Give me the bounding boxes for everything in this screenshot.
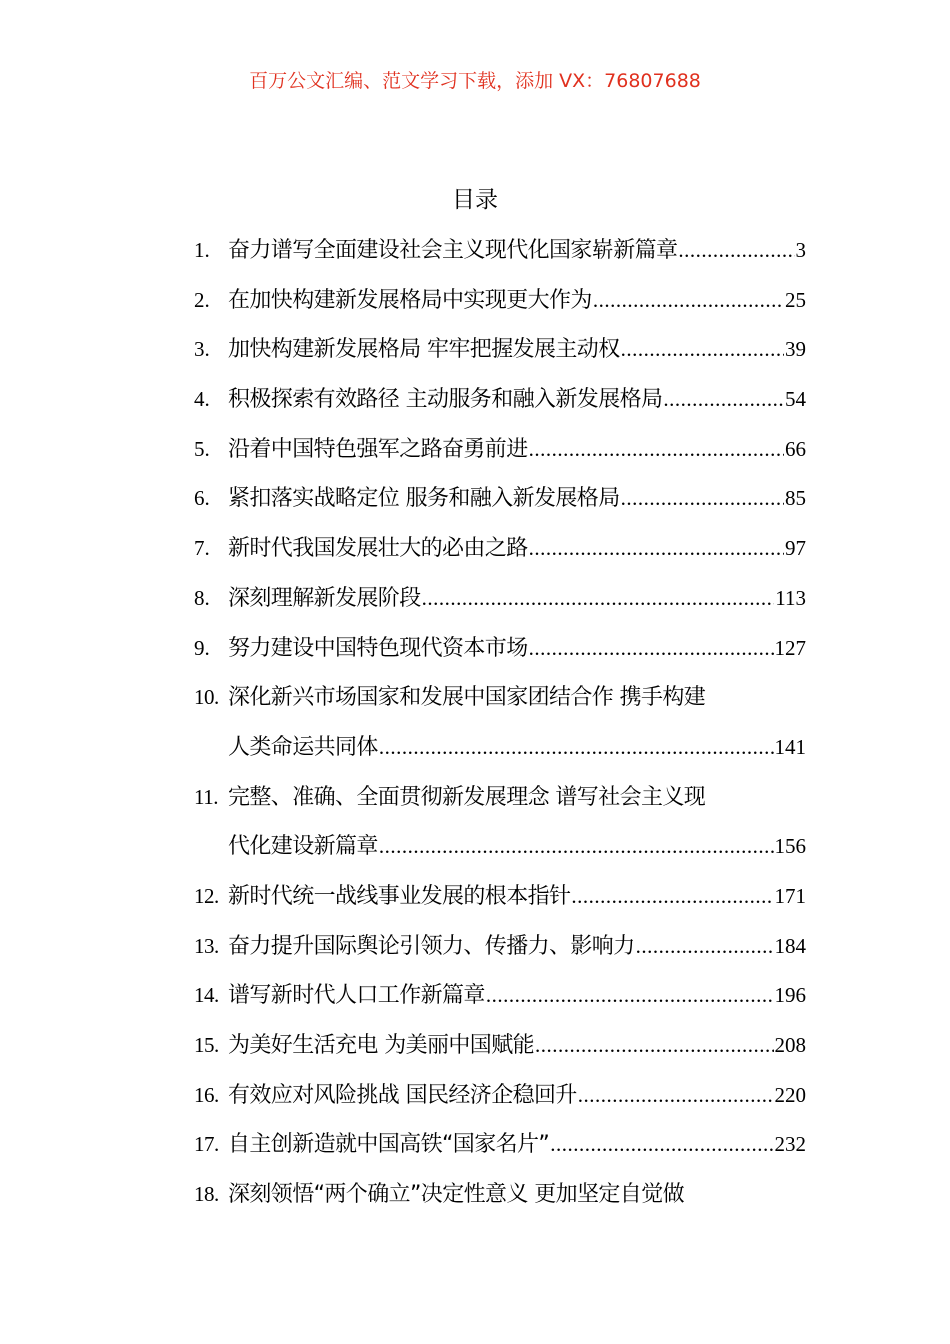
toc-entry-number: 3. xyxy=(194,337,210,362)
toc-entry-number: 18. xyxy=(194,1182,219,1207)
toc-entry-title: 努力建设中国特色现代资本市场 xyxy=(228,635,528,661)
toc-entry-page: 25 xyxy=(785,287,806,312)
toc-entry-number: 10. xyxy=(194,685,219,710)
dot-leader xyxy=(636,922,774,972)
toc-entry-title: 紧扣落实战略定位 服务和融入新发展格局 xyxy=(228,486,620,512)
toc-entry-7[interactable] xyxy=(194,524,806,574)
toc-entry-title: 奋力提升国际舆论引领力、传播力、影响力 xyxy=(228,933,635,959)
toc-entry-title: 新时代我国发展壮大的必由之路 xyxy=(228,536,528,562)
toc-entry-page: 232 xyxy=(774,1132,806,1157)
page-title: 目录 xyxy=(452,187,498,213)
toc-entry-number: 11. xyxy=(194,784,218,809)
toc-entry-number: 5. xyxy=(194,436,210,461)
toc-entry-16[interactable] xyxy=(194,1071,806,1121)
toc-entry-2[interactable] xyxy=(194,276,806,326)
toc-entry-page: 97 xyxy=(785,536,806,561)
toc-entry-title: 深刻领悟“两个确立”决定性意义 更加坚定自觉做 xyxy=(228,1182,684,1208)
toc-entry-number: 4. xyxy=(194,387,210,412)
toc-entry-title: 奋力谱写全面建设社会主义现代化国家崭新篇章 xyxy=(228,238,678,263)
toc-entry-11-continuation[interactable] xyxy=(194,822,806,872)
toc-entry-title: 有效应对风险挑战 国民经济企稳回升 xyxy=(228,1082,577,1108)
toc-entry-title: 为美好生活充电 为美丽中国赋能 xyxy=(228,1033,534,1058)
watermark-header: 百万公文汇编、范文学习下载，添加 VX：76807688 xyxy=(249,70,701,92)
toc-entry-title: 谱写新时代人口工作新篇章 xyxy=(228,983,485,1009)
toc-entry-title: 自主创新造就中国高铁“国家名片” xyxy=(228,1132,550,1158)
dot-leader xyxy=(621,325,784,375)
toc-entry-page: 171 xyxy=(774,883,806,908)
toc-entry-number: 1. xyxy=(194,238,210,262)
toc-entry-page: 54 xyxy=(785,387,806,412)
toc-entry-title: 深化新兴市场国家和发展中国家团结合作 携手构建 xyxy=(228,685,706,711)
dot-leader xyxy=(535,1021,774,1071)
dot-leader xyxy=(593,276,784,326)
toc-entry-10-continuation[interactable] xyxy=(194,723,806,773)
toc-entry-number: 15. xyxy=(194,1033,219,1057)
toc-entry-number: 12. xyxy=(194,883,219,908)
toc-entry-number: 16. xyxy=(194,1082,219,1107)
dot-leader xyxy=(678,226,794,276)
toc-entry-1[interactable] xyxy=(194,226,806,276)
table-of-contents xyxy=(194,226,806,1220)
toc-entry-page: 196 xyxy=(774,983,806,1008)
toc-entry-6[interactable] xyxy=(194,474,806,524)
toc-entry-number: 14. xyxy=(194,983,219,1008)
toc-entry-10[interactable] xyxy=(194,673,806,723)
toc-entry-page: 66 xyxy=(785,436,806,461)
toc-entry-page: 208 xyxy=(774,1033,806,1057)
dot-leader xyxy=(663,375,784,425)
toc-entry-number: 13. xyxy=(194,933,219,958)
toc-entry-page: 220 xyxy=(774,1082,806,1107)
toc-entry-title: 深刻理解新发展阶段 xyxy=(228,585,421,611)
toc-entry-title-continued: 人类命运共同体 xyxy=(228,734,378,760)
dot-leader xyxy=(379,723,774,773)
toc-entry-title: 在加快构建新发展格局中实现更大作为 xyxy=(228,287,592,313)
toc-entry-title-continued: 代化建设新篇章 xyxy=(228,834,378,860)
toc-entry-18[interactable] xyxy=(194,1170,806,1220)
toc-entry-page: 85 xyxy=(785,486,806,511)
toc-entry-17[interactable] xyxy=(194,1120,806,1170)
dot-leader xyxy=(422,574,775,624)
toc-entry-title: 加快构建新发展格局 牢牢把握发展主动权 xyxy=(228,337,620,363)
toc-entry-3[interactable] xyxy=(194,325,806,375)
dot-leader xyxy=(529,425,784,475)
toc-entry-page: 39 xyxy=(785,337,806,362)
dot-leader xyxy=(529,624,774,674)
dot-leader xyxy=(379,822,774,872)
toc-entry-5[interactable] xyxy=(194,425,806,475)
toc-entry-9[interactable] xyxy=(194,624,806,674)
toc-entry-page: 156 xyxy=(774,834,806,859)
dot-leader xyxy=(550,1120,773,1170)
toc-entry-number: 7. xyxy=(194,536,210,561)
toc-entry-number: 6. xyxy=(194,486,210,511)
toc-entry-page: 127 xyxy=(774,635,806,660)
toc-entry-14[interactable] xyxy=(194,971,806,1021)
toc-entry-number: 9. xyxy=(194,635,210,660)
dot-leader xyxy=(529,524,784,574)
toc-entry-13[interactable] xyxy=(194,922,806,972)
dot-leader xyxy=(578,1071,774,1121)
dot-leader xyxy=(571,872,773,922)
toc-entry-number: 8. xyxy=(194,585,210,610)
toc-entry-11[interactable] xyxy=(194,773,806,823)
toc-entry-number: 2. xyxy=(194,287,210,312)
toc-entry-number: 17. xyxy=(194,1132,219,1157)
toc-entry-page: 113 xyxy=(775,585,806,610)
toc-entry-8[interactable] xyxy=(194,574,806,624)
toc-entry-title: 积极探索有效路径 主动服务和融入新发展格局 xyxy=(228,387,663,413)
toc-entry-4[interactable] xyxy=(194,375,806,425)
toc-entry-12[interactable] xyxy=(194,872,806,922)
toc-entry-page: 184 xyxy=(774,933,806,958)
toc-entry-title: 沿着中国特色强军之路奋勇前进 xyxy=(228,436,528,462)
toc-entry-page: 141 xyxy=(774,734,806,759)
dot-leader xyxy=(621,474,784,524)
toc-entry-page: 3 xyxy=(795,238,806,262)
toc-entry-title: 新时代统一战线事业发展的根本指针 xyxy=(228,883,571,909)
dot-leader xyxy=(486,971,774,1021)
toc-entry-15[interactable] xyxy=(194,1021,806,1071)
toc-entry-title: 完整、准确、全面贯彻新发展理念 谱写社会主义现 xyxy=(228,784,706,810)
